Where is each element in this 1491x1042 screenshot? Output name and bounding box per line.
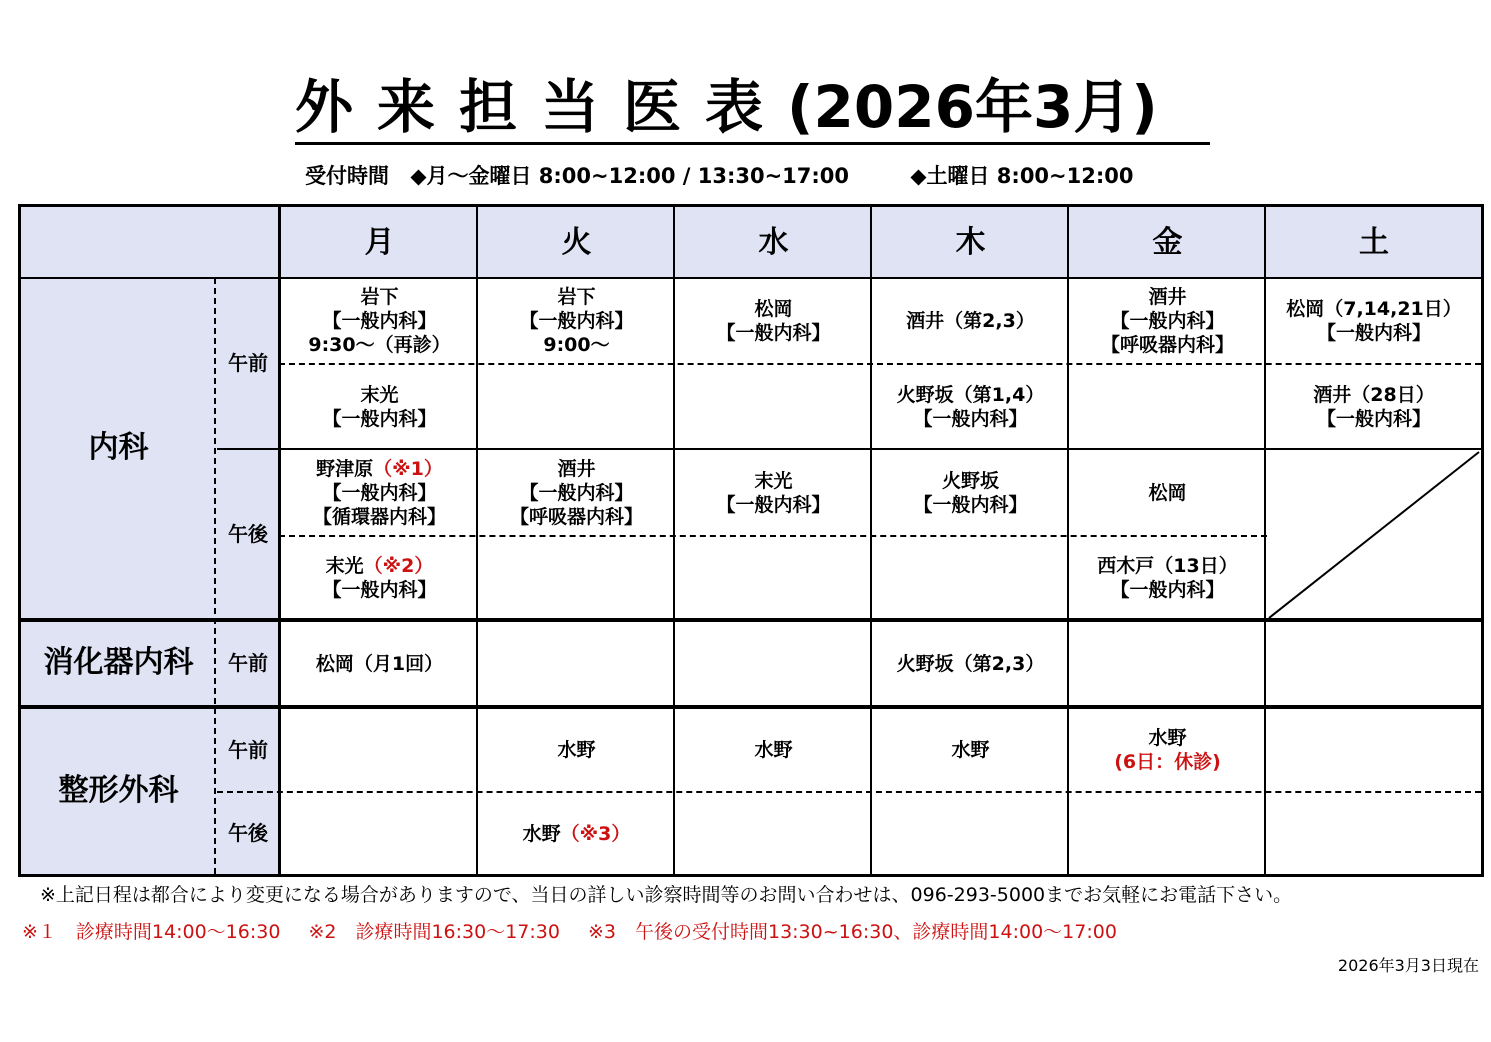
day-header-thu: 木 [955,224,986,260]
footnotes [22,917,1117,944]
footnote-1: ※１ 診療時間14:00～16:30 [22,921,281,943]
specialty: 【一般内科】 [716,493,831,516]
doctor-name: 水野 [522,822,561,845]
doctor-name: 火野坂（第1,4） [896,383,1045,406]
period-naika-pm: 午後 [228,522,268,546]
doctor-name: 西木戸（13日） [1097,555,1238,577]
naika-am2-sat [1267,364,1481,449]
grid-line [217,791,1481,793]
seikei-am-thu: 水野 [951,739,990,761]
saturday-pm-closed-diagonal [1267,450,1481,620]
specialty: 【一般内科】 [1316,407,1431,430]
doctor-name: 岩下 [557,285,596,308]
specialty: 【呼吸器内科】 [509,505,643,528]
doctor-name: 末光 [325,555,364,577]
shoukaki-am-thu: 火野坂（第2,3） [896,653,1045,675]
grid-line [1264,207,1266,874]
shoukaki-am-mon: 松岡（月1回） [315,653,444,675]
schedule-change-note: ※上記日程は都合により変更になる場合がありますので、当日の詳しい診察時間等のお問い合わせは、096-293-5000までお気軽にお電話下さい。 [40,884,1293,906]
note-ref: （※3） [560,822,631,845]
doctor-line [316,457,443,481]
specialty: 【一般内科】 [322,481,437,504]
reception-hours [305,160,1147,190]
dept-shoukaki: 消化器内科 [43,645,194,680]
specialty: 【一般内科】 [913,407,1028,430]
doctor-name: 松岡 [1148,481,1187,504]
doctor-name: 末光 [754,469,793,492]
period-seikei-pm: 午後 [228,821,268,845]
specialty: 【循環器内科】 [312,505,446,528]
note-ref: （※2） [363,555,434,577]
page-title [295,72,1210,145]
doctor-name: 松岡 [754,297,793,320]
day-header-fri: 金 [1152,224,1183,260]
grid-line [279,535,1267,537]
specialty: 【一般内科】 [1110,309,1225,332]
note-ref: （※1） [373,457,443,480]
period-naika-am: 午前 [228,351,268,375]
naika-pm1-tue [479,450,674,535]
seikei-am-tue: 水野 [557,739,596,761]
period-seikei-am: 午前 [228,738,268,762]
specialty: 【一般内科】 [322,407,437,430]
grid-line [278,207,281,874]
dept-seikei: 整形外科 [58,773,179,808]
grid-line [1067,207,1069,874]
naika-am1-wed [676,278,871,363]
naika-am1-mon [282,278,477,363]
specialty: 【一般内科】 [716,321,831,344]
doctor-name: 末光 [360,383,399,406]
naika-am2-thu [873,364,1068,449]
specialty: 【一般内科】 [322,579,437,601]
doctor-name: 野津原 [316,457,374,480]
seikei-am-fri [1070,708,1265,792]
grid-line [673,207,675,874]
doctor-name: 水野 [1148,727,1187,749]
naika-pm1-wed [676,450,871,535]
period-shoukaki-am: 午前 [228,651,268,675]
grid-line [279,363,1481,365]
naika-pm1-mon [282,450,477,535]
grid-line [870,207,872,874]
footnote-2: ※2 診療時間16:30～17:30 [308,921,560,943]
schedule-table [18,204,1484,877]
day-header-mon: 月 [364,224,395,260]
doctor-name: 火野坂 [941,469,999,492]
day-header-tue: 火 [561,224,592,260]
naika-pm2-fri [1070,536,1265,620]
hours-label: 受付時間 [305,164,389,188]
naika-am1-fri [1070,278,1265,363]
doctor-name: 酒井 [1148,285,1187,308]
grid-line [214,278,216,874]
specialty: 【一般内科】 [913,493,1028,516]
specialty: 【一般内科】 [519,481,634,504]
day-header-sat: 土 [1359,224,1389,260]
dept-naika: 内科 [88,430,149,465]
seikei-am-wed: 水野 [754,739,793,761]
grid-line [21,277,1481,279]
hours-weekday: ◆月～金曜日 8:00~12:00 / 13:30~17:00 [410,164,850,188]
doctor-name: 松岡（7,14,21日） [1286,297,1462,320]
naika-am1-sat [1267,278,1481,363]
doctor-name: 岩下 [360,285,399,308]
grid-line [21,618,1481,622]
naika-pm1-fri [1070,450,1265,535]
time-note: 9:30～（再診） [308,333,451,356]
naika-pm2-mon [282,536,477,620]
hours-saturday: ◆土曜日 8:00~12:00 [910,164,1134,188]
title-month: (2026年3月) [787,73,1158,141]
doctor-line [326,554,434,578]
footnote-3: ※3 午後の受付時間13:30~16:30、診療時間14:00～17:00 [587,921,1117,943]
title-main: 外来担当医表 [295,73,788,141]
naika-am1-thu [873,278,1068,363]
grid-line [476,207,478,874]
specialty: 【一般内科】 [1316,321,1431,344]
naika-am2-mon [282,364,477,449]
closed-note: (6日：休診) [1114,751,1221,773]
specialty: 【一般内科】 [519,309,634,332]
day-header-wed: 水 [758,224,789,260]
naika-am1-tue [479,278,674,363]
as-of-date: 2026年3月3日現在 [1337,956,1479,975]
specialty: 【一般内科】 [322,309,437,332]
doctor-name: 酒井（第2,3） [906,309,1035,332]
seikei-pm-tue [479,793,674,874]
doctor-line [523,822,631,846]
grid-line [21,705,1481,709]
naika-pm1-thu [873,450,1068,535]
doctor-name: 酒井 [557,457,596,480]
time-note: 9:00～ [543,333,610,356]
specialty: 【一般内科】 [1110,579,1225,601]
grid-line [217,448,1481,450]
doctor-name: 酒井（28日） [1313,383,1435,406]
specialty: 【呼吸器内科】 [1100,333,1234,356]
